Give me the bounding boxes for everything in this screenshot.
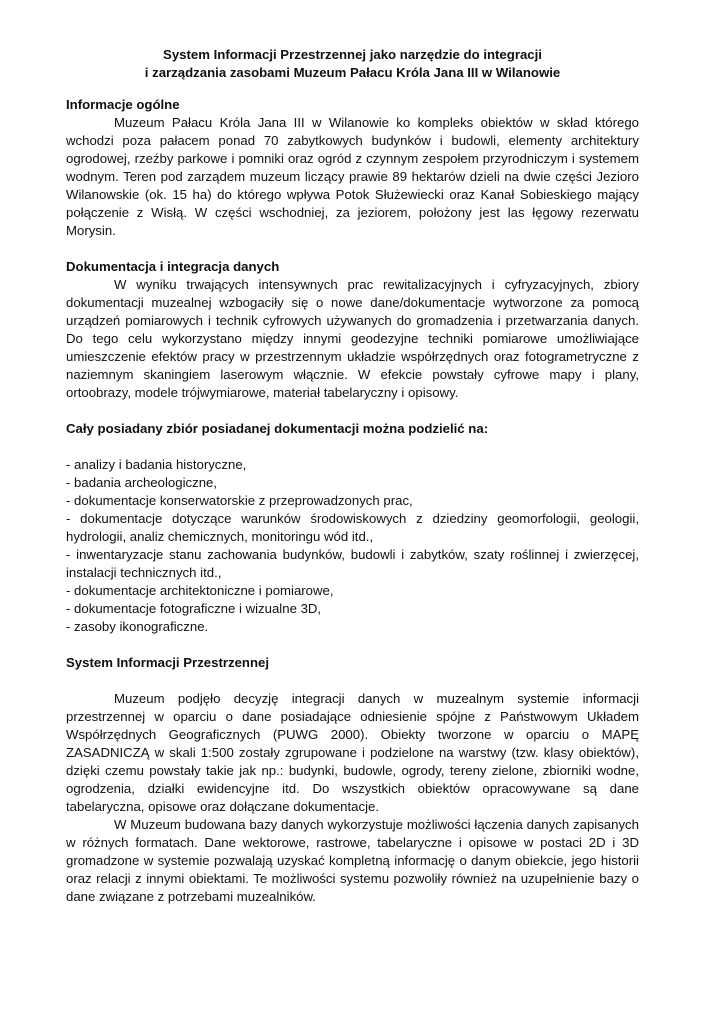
list-item: - dokumentacje konserwatorskie z przeprowadzonych prac, — [66, 493, 413, 508]
section-collection — [66, 420, 639, 636]
list-item: - dokumentacje architektoniczne i pomiarowe, — [66, 583, 334, 598]
paragraph-general: Muzeum Pałacu Króla Jana III w Wilanowie ko kompleks obiektów w skład którego wchodzi poza pałacem ponad 70 zabytkowych budynków i budowli, elementy architektury ogrodowej, rzeźby parkowe i pomniki oraz ogród z czynnym zespołem przyrodniczym i systemem wodnym. Teren pod zarządem muzeum liczący prawie 89 hektarów dzieli na dwie części Jezioro Wilanowskie (ok. 15 ha) do którego wpływa Potok Służewiecki oraz Kanał Sobieskiego mający połączenie z Wisłą. W części wschodniej, za jeziorem, położony jest las łęgowy rezerwatu Morysin. — [66, 115, 639, 238]
list-item: - badania archeologiczne, — [66, 475, 218, 490]
heading-sip: System Informacji Przestrzennej — [66, 655, 270, 670]
list-item: - dokumentacje fotograficzne i wizualne 3D, — [66, 601, 322, 616]
collection-list — [66, 456, 639, 636]
paragraph-sip-2: W Muzeum budowana bazy danych wykorzystuje możliwości łączenia danych zapisanych w różnych formatach. Dane wektorowe, rastrowe, tabelaryczne i opisowe w postaci 2D i 3D gromadzone w systemie pozwalają uzyskać kompletną informację o danym obiekcie, jego historii oraz relacji z innymi obiektami. Te możliwości systemu pozwoliły również na uzupełnienie bazy o dane związane z potrzebami muzealników. — [66, 817, 639, 904]
title-line-2: i zarządzania zasobami Muzeum Pałacu Króla Jana III w Wilanowie — [144, 65, 561, 80]
heading-general: Informacje ogólne — [66, 97, 180, 112]
title-line-1: System Informacji Przestrzennej jako narzędzie do integracji — [163, 47, 542, 62]
list-item: - inwentaryzacje stanu zachowania budynków, budowli i zabytków, szaty roślinnej i zwierzęcej, instalacji technicznych itd., — [66, 547, 639, 580]
section-documentation — [66, 258, 639, 402]
section-sip — [66, 654, 639, 906]
list-item: - zasoby ikonograficzne. — [66, 619, 209, 634]
list-item: - analizy i badania historyczne, — [66, 457, 247, 472]
heading-collection: Cały posiadany zbiór posiadanej dokumentacji można podzielić na: — [66, 421, 489, 436]
paragraph-sip-1: Muzeum podjęło decyzję integracji danych w muzealnym systemie informacji przestrzennej w oparciu o dane posiadające odniesienie spójne z Państwowym Układem Współrzędnych Geograficznych (PUWG 2000). Obiekty tworzone w oparciu o MAPĘ ZASADNICZĄ w skali 1:500 zostały zgrupowane i podzielone na warstwy (tzw. klasy obiektów), dzięki czemu powstały takie jak np.: budynki, budowle, ogrody, tereny zielone, zbiorniki wodne, ogrodzenia, działki ewidencyjne itd. Do wszystkich obiektów opracowywane są dane tabelaryczna, opisowe oraz dołączane dokumentacje. — [66, 691, 639, 814]
heading-documentation: Dokumentacja i integracja danych — [66, 259, 280, 274]
paragraph-documentation: W wyniku trwających intensywnych prac rewitalizacyjnych i cyfryzacyjnych, zbiory dokumentacji muzealnej wzbogaciły się o nowe dane/dokumentacje wytworzone za pomocą urządzeń pomiarowych i technik cyfrowych używanych do gromadzenia i przetwarzania danych. Do tego celu wykorzystano między innymi geodezyjne techniki pomiarowe umożliwiające umieszczenie efektów pracy w przestrzennym układzie współrzędnych oraz fotogrametryczne z naziemnym skaningiem laserowym włącznie. W efekcie powstały cyfrowe mapy i plany, ortoobrazy, modele trójwymiarowe, materiał tabelaryczny i opisowy. — [66, 277, 639, 400]
section-general — [66, 96, 639, 240]
document-title — [66, 46, 639, 82]
list-item: - dokumentacje dotyczące warunków środowiskowych z dziedziny geomorfologii, geologii, hydrologii, analiz chemicznych, monitoringu wód itd., — [66, 511, 639, 544]
